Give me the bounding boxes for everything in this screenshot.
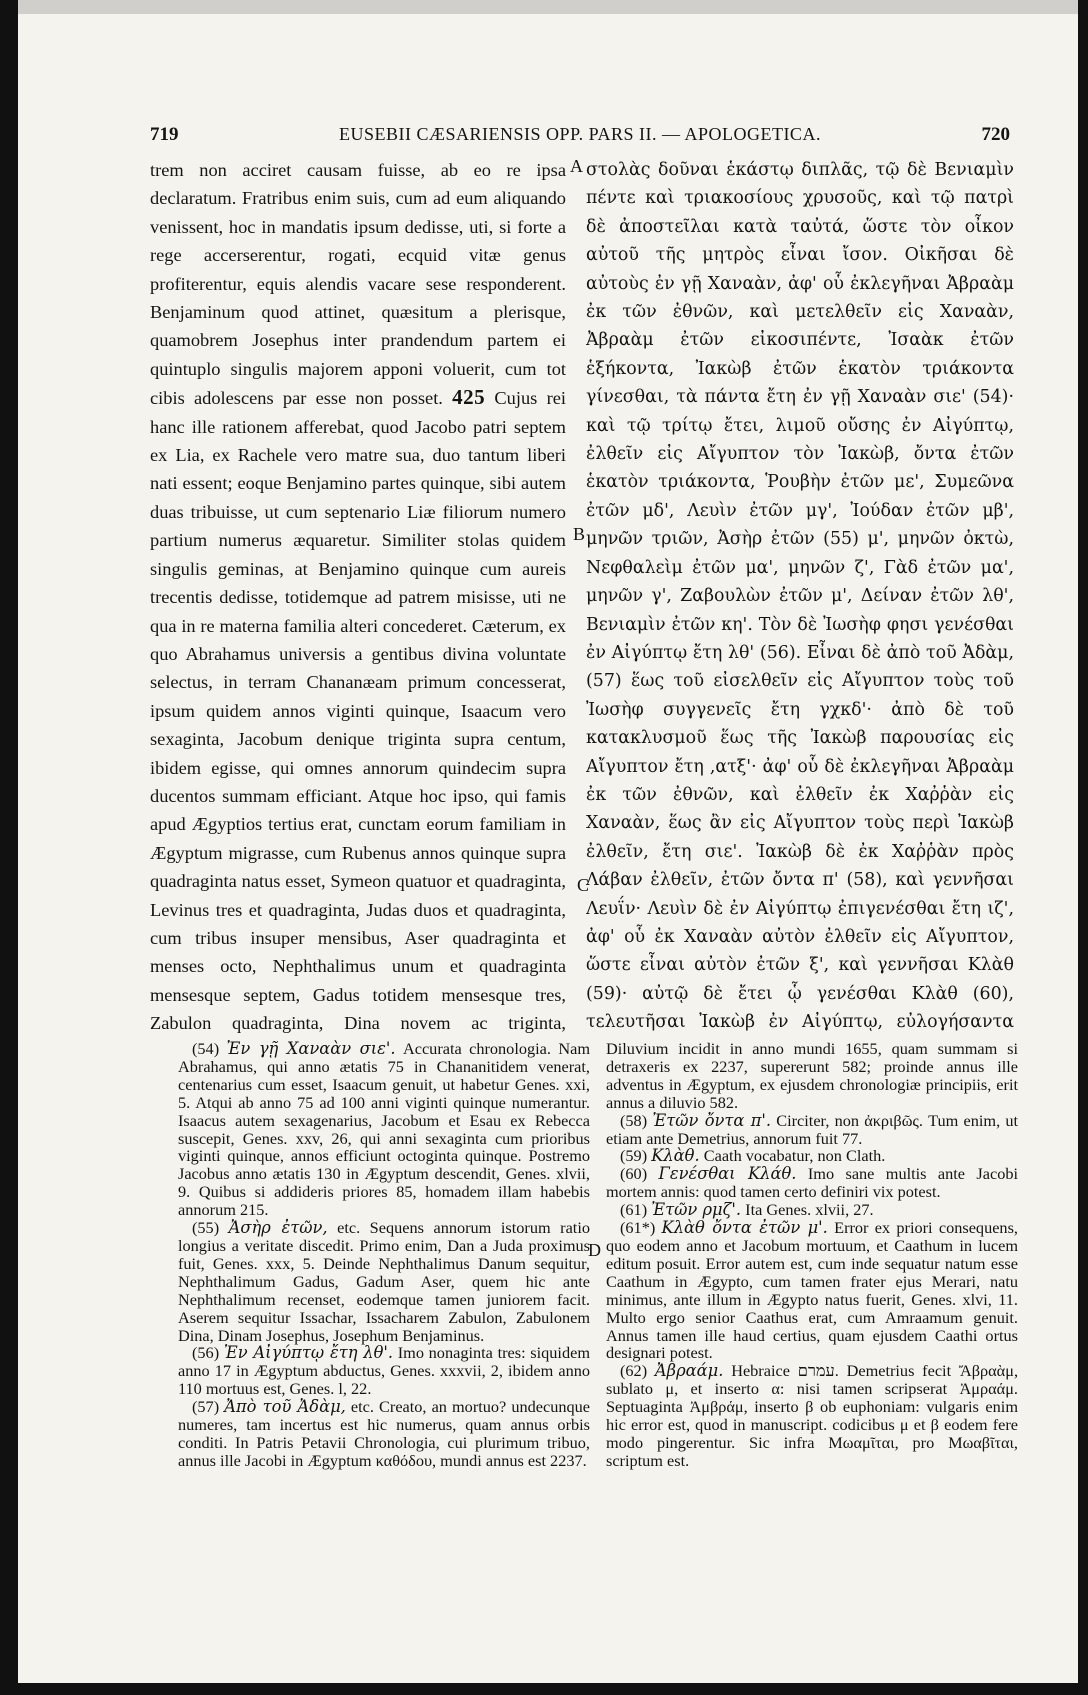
scan-edge-left bbox=[0, 0, 18, 1695]
footnote-lemma: Κλὰθ ὄντα ἐτῶν μ'. bbox=[661, 1218, 828, 1238]
footnote-number: (60) bbox=[620, 1164, 648, 1184]
footnote bbox=[606, 1165, 1018, 1201]
footnote bbox=[178, 1219, 590, 1344]
footnote bbox=[606, 1040, 1018, 1112]
scan-edge-bottom bbox=[0, 1683, 1088, 1695]
footnote-number: (58) bbox=[620, 1110, 648, 1130]
footnote-lemma: Ἀπὸ τοῦ Ἀδὰμ, bbox=[224, 1397, 346, 1417]
footnotes-right-column bbox=[606, 1040, 1018, 1575]
page-number-right: 720 bbox=[981, 124, 1010, 145]
footnote-lemma: Ἐτῶν ὄντα π'. bbox=[652, 1110, 772, 1130]
footnote-text: Ita Genes. xlvii, 27. bbox=[745, 1200, 874, 1220]
footnotes-left-column bbox=[178, 1040, 590, 1575]
footnote-text: etc. Creato, an mortuo? undecunque numeres, tam incertus est hic numerus, quam annus orbis conditi. In Patris Petavii Chronologia, cui plurimum tribuo, annus ille Jacobi in Ægyptum καθόδου, mundi annus est 2237. bbox=[178, 1397, 590, 1470]
scan-edge-top bbox=[0, 0, 1088, 14]
latin-main-column bbox=[150, 156, 566, 1036]
latin-text-after: Cujus rei hanc ille rationem afferebat, quod Jacobo patri septem ex Lia, ex Rachele vero matre sua, duo tantum liberi nati essent; eoque Benjamino partes quinque, sibi autem duas tribuisse, ut cum septenario Liæ filiorum numero partium numerus æquaretur. Similiter stolas quidem singulis geminas, at Benjamino quinque cum aureis trecentis dedisse, totidemque ad patrem misisse, uti ne qua in re materna familia alteri concederet. Cæterum, ex quo Abrahamus universis a gentibus divina voluntate selectus, in terram Chananæam primum concesserat, ipsum quidem annos viginti quinque, Isaacum vero sexaginta, Jacobum denique triginta supra centum, ibidem egisse, qui omnes annorum quindecim supra ducentos summam efficiant. Atque hoc ipso, qui famis apud Ægyptios tertius erat, cunctam eorum familiam in Ægyptum migrasse, cum Rubenus annos quinque supra quadraginta natus esset, Symeon quatuor et quadraginta, Levinus tres et quadraginta, Judas duos et quadraginta, cum tribus insuper mensibus, Aser quadraginta et menses octo, Nephthalimus unum et quadraginta mensesque septem, Gadus totidem mensesque tres, Zabulon quadraginta, Dina novem ac triginta, bbox=[150, 388, 566, 1034]
footnote bbox=[606, 1112, 1018, 1148]
margin-marker-d: D bbox=[588, 1240, 601, 1260]
footnote bbox=[178, 1344, 590, 1398]
footnote-number: (55) bbox=[192, 1218, 220, 1238]
page-number-left: 719 bbox=[150, 124, 179, 145]
greek-main-column bbox=[586, 156, 1014, 1036]
footnote-text: Imo sane multis ante Jacobi mortem annis: quod tamen certo definiri vix potest. bbox=[606, 1164, 1018, 1202]
footnote-lemma: Κλὰθ. bbox=[651, 1146, 700, 1166]
footnote-lemma: Ἀσὴρ ἐτῶν, bbox=[228, 1218, 328, 1238]
footnote-lemma: Γενέσθαι Κλάθ. bbox=[658, 1164, 797, 1184]
footnote-lemma: Ἀβραάμ. bbox=[654, 1361, 724, 1381]
footnote bbox=[606, 1201, 1018, 1219]
running-title: EUSEBII CÆSARIENSIS OPP. PARS II. — APOLOGETICA. bbox=[339, 124, 821, 144]
footnote-lemma: Ἐν Αἰγύπτῳ ἔτη λθ'. bbox=[223, 1343, 394, 1363]
footnote-number: (57) bbox=[192, 1397, 220, 1417]
footnote-lemma: Ἐν γῇ Χαναὰν σιε'. bbox=[226, 1040, 396, 1058]
footnote-number: (62) bbox=[620, 1361, 648, 1381]
margin-marker-b: B bbox=[573, 524, 586, 544]
footnote-number: (54) bbox=[192, 1040, 220, 1058]
greek-paragraph: στολὰς δοῦναι ἑκάστῳ διπλᾶς, τῷ δὲ Βενιαμὶν πέντε καὶ τριακοσίους χρυσοῦς, καὶ τῷ πατρὶ δὲ ἀποστεῖλαι κατὰ ταὐτά, ὥστε τὸν οἶκον αὐτοῦ τῆς μητρὸς εἶναι ἴσον. Οἰκῆσαι δὲ αὐτοὺς ἐν γῇ Χαναὰν, ἀφ' οὗ ἐκλεγῆναι Ἀβραὰμ ἐκ τῶν ἐθνῶν, καὶ μετελθεῖν εἰς Χαναὰν, Ἀβραὰμ ἐτῶν εἰκοσιπέντε, Ἰσαὰκ ἐτῶν ἑξήκοντα, Ἰακὼβ ἐτῶν ἑκατὸν τριάκοντα γίνεσθαι, τὰ πάντα ἔτη ἐν γῇ Χαναὰν σιε' (54)· καὶ τῷ τρίτῳ ἔτει, λιμοῦ οὔσης ἐν Αἰγύπτῳ, ἐλθεῖν εἰς Αἴγυπτον τὸν Ἰακὼβ, ὄντα ἐτῶν ἑκατὸν τριάκοντα, Ῥουβὴν ἐτῶν με', Συμεῶνα ἐτῶν μδ', Λευὶν ἐτῶν μγ', Ἰούδαν ἐτῶν μβ', μηνῶν τριῶν, Ἀσὴρ ἐτῶν (55) μ', μηνῶν ὀκτὼ, Νεφθαλεὶμ ἐτῶν μα', μηνῶν ζ', Γὰδ ἐτῶν μα', μηνῶν γ', Ζαβουλὼν ἐτῶν μ', Δείναν ἐτῶν λθ', Βενιαμὶν ἐτῶν κη'. Τὸν δὲ Ἰωσὴφ φησι γενέσθαι ἐν Αἰγύπτῳ ἔτη λθ' (56). Εἶναι δὲ ἀπὸ τοῦ Ἀδὰμ, (57) ἕως τοῦ εἰσελθεῖν εἰς Αἴγυπτον τοὺς τοῦ Ἰωσὴφ συγγενεῖς ἔτη γχκδ'· ἀπὸ δὲ τοῦ κατακλυσμοῦ ἕως τῆς Ἰακὼβ παρουσίας εἰς Αἴγυπτον ἔτη ,ατξ'· ἀφ' οὗ δὲ ἐκλεγῆναι Ἀβραὰμ ἐκ τῶν ἐθνῶν, καὶ ἐλθεῖν ἐκ Χαῤῥὰν εἰς Χαναὰν, ἕως ἂν εἰς Αἴγυπτον τοὺς περὶ Ἰακὼβ ἐλθεῖν, ἔτη σιε'. Ἰακὼβ δὲ ἐκ Χαῤῥὰν πρὸς Λάβαν ἐλθεῖν, ἐτῶν ὄντα π' (58), καὶ γεννῆσαι Λευΐν· Λευὶν δὲ ἐν Αἰγύπτῳ ἐπιγενέσθαι ἔτη ιζ', ἀφ' οὗ ἐκ Χαναὰν αὐτὸν ἐλθεῖν εἰς Αἴγυπτον, ὥστε εἶναι αὐτὸν ἐτῶν ξ', καὶ γεννῆσαι Κλὰθ (59)· αὐτῷ δὲ ἔτει ᾧ γενέσθαι Κλὰθ (60), τελευτῆσαι Ἰακὼβ ἐν Αἰγύπτῳ, εὐλογήσαντα bbox=[586, 160, 1014, 1033]
footnote-text: Diluvium incidit in anno mundi 1655, quam summam si detraxeris ex 2237, supererunt 582; proinde annus ille adventus in Ægyptum, ex ejusdem chronologiæ principiis, erit annus a diluvio 582. bbox=[606, 1040, 1018, 1112]
margin-marker-a: A bbox=[570, 156, 583, 176]
latin-text-before: trem non acciret causam fuisse, ab eo re ipsa declaratum. Fratribus enim suis, cum ad eum aliquando venissent, hoc in mandatis ipsum dedisse, uti, si forte a rege accerserentur, rogati, ecquid vitæ genus profiterentur, equis alendis vacare sese responderent. Benjaminum quod attinet, quæsitum a plerisque, quamobrem Josephus inter prandendum partem ei quintuplo singulis majorem apponi voluerit, cum tot cibis adolescens par esse non posset. bbox=[150, 160, 566, 409]
footnote-number: (61*) bbox=[620, 1218, 656, 1238]
footnote-text: Circiter, non ἀκριβῶς. Tum enim, ut etiam ante Demetrius, annorum fuit 77. bbox=[606, 1110, 1018, 1148]
footnote-text: Hebraice עמרם. Demetrius fecit Ἄβραὰμ, sublato μ, et inserto α: nisi tamen scripserat Ἀμραάμ. Septuaginta Ἀμβράμ, inserto β ob euphoniam: vulgaris enim hic error est, quod in manuscript. codicibus μ et β eodem fere modo pingerentur. Sic infra Μωαμῖται, pro Μωαβῖται, scriptum est. bbox=[606, 1361, 1018, 1470]
footnote bbox=[178, 1040, 590, 1219]
margin-marker-c: C bbox=[577, 875, 590, 895]
footnote-text: Error ex priori consequens, quo eodem anno et Jacobum mortuum, et Caathum in lucem editum posuit. Error autem est, cum inde sequatur natum esse Caathum in Ægypto, cum tamen frater ejus Merari, natu minimus, ante illum in Ægypto natus fuerit, Genes. xlvi, 11. Multo ergo senior Caathus erat, cum Amraamum genuit. Annus tamen ille haud certius, quam ejusdem Caathi ortus designari potest. bbox=[606, 1218, 1018, 1363]
footnote bbox=[606, 1219, 1018, 1362]
latin-paragraph bbox=[150, 156, 566, 1036]
footnote-number: (56) bbox=[192, 1343, 220, 1363]
footnote-lemma: Ἐτῶν ρμζ'. bbox=[651, 1200, 742, 1220]
footnote-text: Caath vocabatur, non Clath. bbox=[703, 1146, 886, 1166]
scan-edge-right bbox=[1078, 0, 1088, 1695]
footnote bbox=[606, 1147, 1018, 1165]
section-number: 425 bbox=[452, 385, 486, 410]
footnote-number: (59) bbox=[620, 1146, 648, 1166]
footnote-text: etc. Sequens annorum istorum ratio longius a veritate discedit. Primo enim, Dan a Juda proximus fuit, Genes. xxx, 5. Deinde Nephthalimus Danum sequitur, Nephthalimum Gadus, Gadum Aser, quem hic ante Nephthalimum recenset, eodemque tamen juniorem facit. Aserem sequitur Issachar, Issacharem Zabulon, Zabulonem Dina, Dinam Josephus, Josephum Benjaminus. bbox=[178, 1218, 590, 1345]
running-header bbox=[150, 124, 1010, 152]
footnote-text: Imo nonaginta tres: siquidem anno 17 in Ægyptum abductus, Genes. xxxvii, 2, ibidem anno 110 mortuus est, Genes. l, 22. bbox=[178, 1343, 590, 1399]
footnote-number: (61) bbox=[620, 1200, 648, 1220]
footnote bbox=[606, 1362, 1018, 1469]
footnote bbox=[178, 1398, 590, 1470]
footnote-text: Accurata chronologia. Nam Abrahamus, qui anno ætatis 75 in Chananitidem venerat, centenarius cum esset, Isaacum genuit, ut habetur Genes. xxi, 5. Atqui ab anno 75 ad 100 anni viginti quinque numerantur. Isaacus autem sexagenarius, Jacobum et Esau ex Rebecca suscepit, Genes. xxv, 26, qui anni sexaginta cum prioribus viginti quinque, annos efficiunt octoginta quinque. Postremo Jacobus anno ætatis 130 in Ægyptum descendit, Genes. xlvii, 9. Quibus si addideris priores 85, homadem illam habebis annorum 215. bbox=[178, 1040, 590, 1220]
